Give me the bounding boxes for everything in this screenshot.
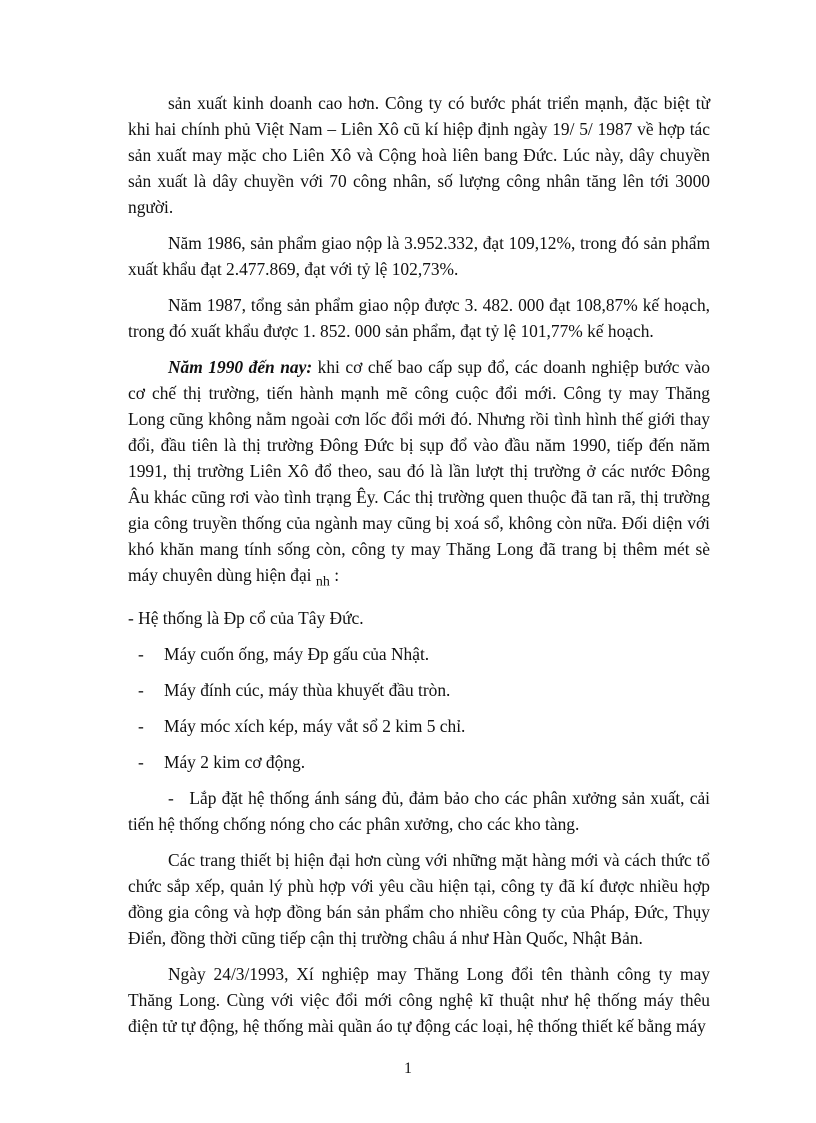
list-item <box>128 713 710 739</box>
paragraph-1986: Năm 1986, sản phẩm giao nộp là 3.952.332, đạt 109,12%, trong đó sản phẩm xuất khẩu đạt 2.477.869, đạt với tỷ lệ 102,73%. <box>128 233 710 279</box>
list-item-text: Máy đính cúc, máy thùa khuyết đầu tròn. <box>164 680 451 701</box>
list-dash: - <box>138 644 144 665</box>
list-item <box>128 641 710 667</box>
document-body <box>128 90 710 1049</box>
paragraph-1987: Năm 1987, tổng sản phẩm giao nộp được 3. 482. 000 đạt 108,87% kế hoạch, trong đó xuất khẩu được 1. 852. 000 sản phẩm, đạt tỷ lệ 101,77% kế hoạch. <box>128 295 710 341</box>
paragraph-1990-tail: : <box>329 565 340 585</box>
paragraph-1990-subscript: nh <box>315 574 330 590</box>
paragraph-1993: Ngày 24/3/1993, Xí nghiệp may Thăng Long đổi tên thành công ty may Thăng Long. Cùng với việc đổi mới công nghệ kĩ thuật như hệ thống máy thêu điện tử tự động, hệ thống mài quần áo tự động các loại, hệ thống thiết kế bằng máy <box>128 964 710 1037</box>
list-item <box>128 605 710 631</box>
paragraph-1990-lead: Năm 1990 đến nay: <box>168 357 313 377</box>
list-dash: - <box>138 716 144 737</box>
paragraph-1990-body: khi cơ chế bao cấp sụp đổ, các doanh nghiệp bước vào cơ chế thị trường, tiến hành mạnh mẽ công cuộc đổi mới. Công ty may Thăng Long cũng không nằm ngoài cơn lốc đổi mới đó. Nhưng rồi tình hình thế giới thay đổi, đầu tiên là thị trường Đông Đức bị sụp đổ vào đầu năm 1990, tiếp đến năm 1991, thị trường Liên Xô đổ theo, sau đó là lần lượt thị trường ở các nước Đông Âu khác cũng rơi vào tình trạng Êy. Các thị trường quen thuộc đã tan rã, thị trường gia công truyền thống của ngành may cũng bị xoá sổ, không còn nữa. Đối diện với khó khăn mang tính sống còn, công ty may Thăng Long đã trang bị thêm mét sè máy chuyên dùng hiện đại <box>128 357 710 585</box>
list-item <box>128 785 710 837</box>
page-number: 1 <box>404 1060 412 1077</box>
list-dash: - <box>168 788 174 809</box>
paragraph-equipment: Các trang thiết bị hiện đại hơn cùng với những mặt hàng mới và cách thức tổ chức sắp xếp, quản lý phù hợp với yêu cầu hiện tại, công ty đã kí được nhiều hợp đồng gia công và hợp đồng bán sản phẩm cho nhiều công ty của Pháp, Đức, Thụy Điển, đồng thời cũng tiếp cận thị trường châu á như Hàn Quốc, Nhật Bản. <box>128 850 710 949</box>
list-item-text: Máy cuốn ống, máy Đp gấu của Nhật. <box>164 644 430 665</box>
list-item <box>128 749 710 775</box>
list-dash: - <box>138 680 144 701</box>
list-item-text: - Hệ thống là Đp cổ của Tây Đức. <box>128 608 364 629</box>
list-item-text: Lắp đặt hệ thống ánh sáng đủ, đảm bảo cho các phân xưởng sản xuất, cải tiến hệ thống chống nóng cho các phân xưởng, cho các kho tàng. <box>128 788 710 835</box>
list-dash: - <box>138 752 144 773</box>
list-item-text: Máy móc xích kép, máy vắt sổ 2 kim 5 chỉ. <box>164 716 466 737</box>
paragraph-intro: sản xuất kinh doanh cao hơn. Công ty có bước phát triển mạnh, đặc biệt từ khi hai chính phủ Việt Nam – Liên Xô cũ kí hiệp định ngày 19/ 5/ 1987 về hợp tác sản xuất may mặc cho Liên Xô và Cộng hoà liên bang Đức. Lúc này, dây chuyền sản xuất là dây chuyền với 70 công nhân, số lượng công nhân tăng lên tới 3000 người. <box>128 93 710 217</box>
list-item-text: Máy 2 kim cơ động. <box>164 752 306 773</box>
paragraph-1990 <box>128 354 710 595</box>
list-item <box>128 677 710 703</box>
